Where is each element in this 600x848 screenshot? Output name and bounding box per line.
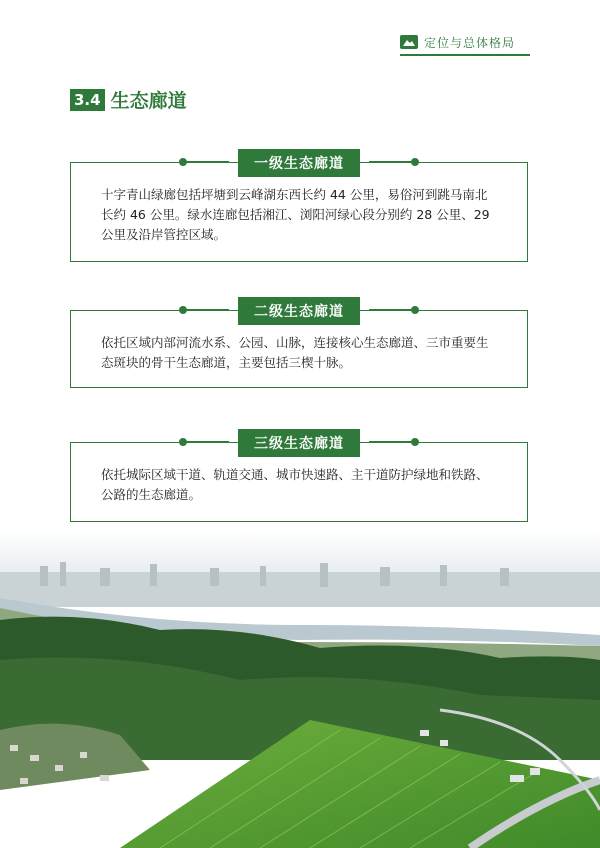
dot-icon [179, 438, 187, 446]
corridor-title: 一级生态廊道 [238, 149, 360, 177]
divider [181, 309, 229, 311]
divider [369, 161, 417, 163]
dot-icon [179, 306, 187, 314]
aerial-landscape-photo [0, 530, 600, 848]
corridor-box-level-1 [70, 156, 528, 262]
corridor-description: 依托区域内部河流水系、公园、山脉，连接核心生态廊道、三市重要生态斑块的骨干生态廊道，主要包括三楔十脉。 [101, 335, 489, 370]
section-label: 生态廊道 [110, 90, 187, 112]
divider [181, 161, 229, 163]
dot-icon [411, 438, 419, 446]
corridor-description: 十字青山绿廊包括坪塘到云峰湖东西长约 44 公里，易俗河到跳马南北长约 46 公里。绿水连廊包括湘江、浏阳河绿心段分别约 28 公里、29 公里及沿岸管控区域。 [101, 187, 490, 242]
divider [369, 309, 417, 311]
corridor-box-level-2 [70, 304, 528, 388]
divider [369, 441, 417, 443]
dot-icon [411, 306, 419, 314]
dot-icon [411, 158, 419, 166]
dot-icon [179, 158, 187, 166]
divider [181, 441, 229, 443]
corridor-box-level-3 [70, 436, 528, 522]
logo-icon [400, 35, 418, 49]
page-header [400, 30, 530, 56]
corridor-title: 二级生态廊道 [238, 297, 360, 325]
corridor-description: 依托城际区域干道、轨道交通、城市快速路、主干道防护绿地和铁路、公路的生态廊道。 [101, 467, 489, 502]
section-heading [70, 86, 187, 113]
section-number: 3.4 [70, 89, 105, 111]
corridor-title: 三级生态廊道 [238, 429, 360, 457]
header-title: 定位与总体格局 [424, 35, 516, 50]
